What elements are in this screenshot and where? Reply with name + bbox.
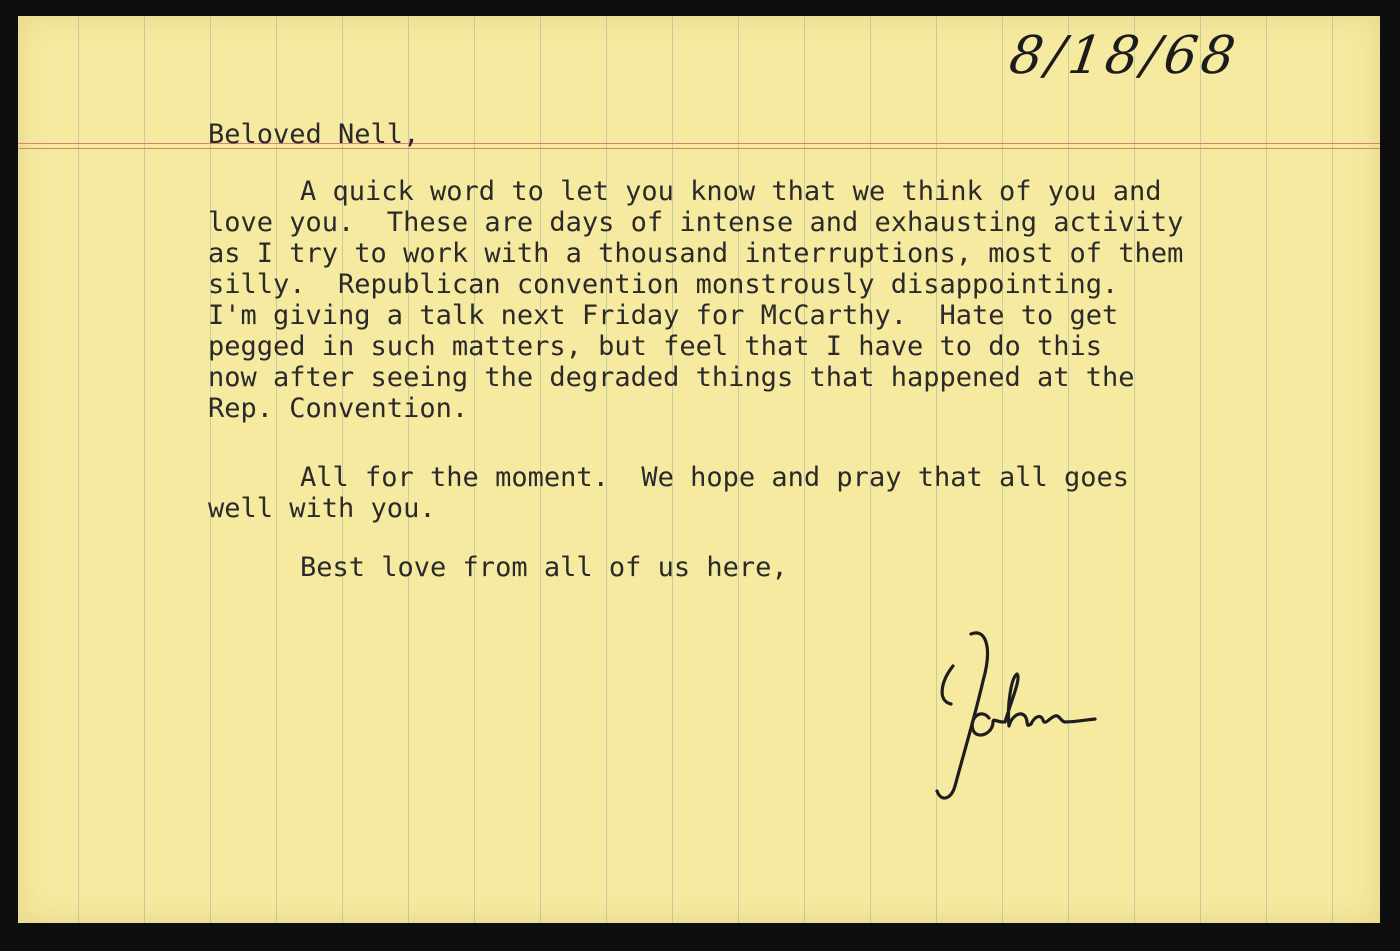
paragraph-line: silly. Republican convention monstrously disappointing. <box>208 269 1119 300</box>
handwritten-signature <box>913 626 1113 816</box>
paragraph-line: All for the moment. We hope and pray that all goes <box>300 462 1130 493</box>
paragraph-2 <box>208 462 1129 524</box>
paragraph-line: love you. These are days of intense and exhausting activity <box>208 207 1184 238</box>
paragraph-line: now after seeing the degraded things that happened at the <box>208 362 1135 393</box>
paragraph-line: well with you. <box>208 493 436 524</box>
paragraph-line: as I try to work with a thousand interruptions, most of them <box>208 238 1184 269</box>
paragraph-line: pegged in such matters, but feel that I have to do this <box>208 331 1103 362</box>
greeting: Beloved Nell, <box>208 119 420 150</box>
paragraph-line: Rep. Convention. <box>208 393 469 424</box>
paragraph-1 <box>208 176 1183 424</box>
paragraph-line: I'm giving a talk next Friday for McCarthy. Hate to get <box>208 300 1119 331</box>
closing-line: Best love from all of us here, <box>300 552 788 583</box>
paragraph-line: A quick word to let you know that we think of you and <box>300 176 1162 207</box>
letter-paper <box>18 16 1380 923</box>
handwritten-date: 8/18/68 <box>1005 26 1243 86</box>
